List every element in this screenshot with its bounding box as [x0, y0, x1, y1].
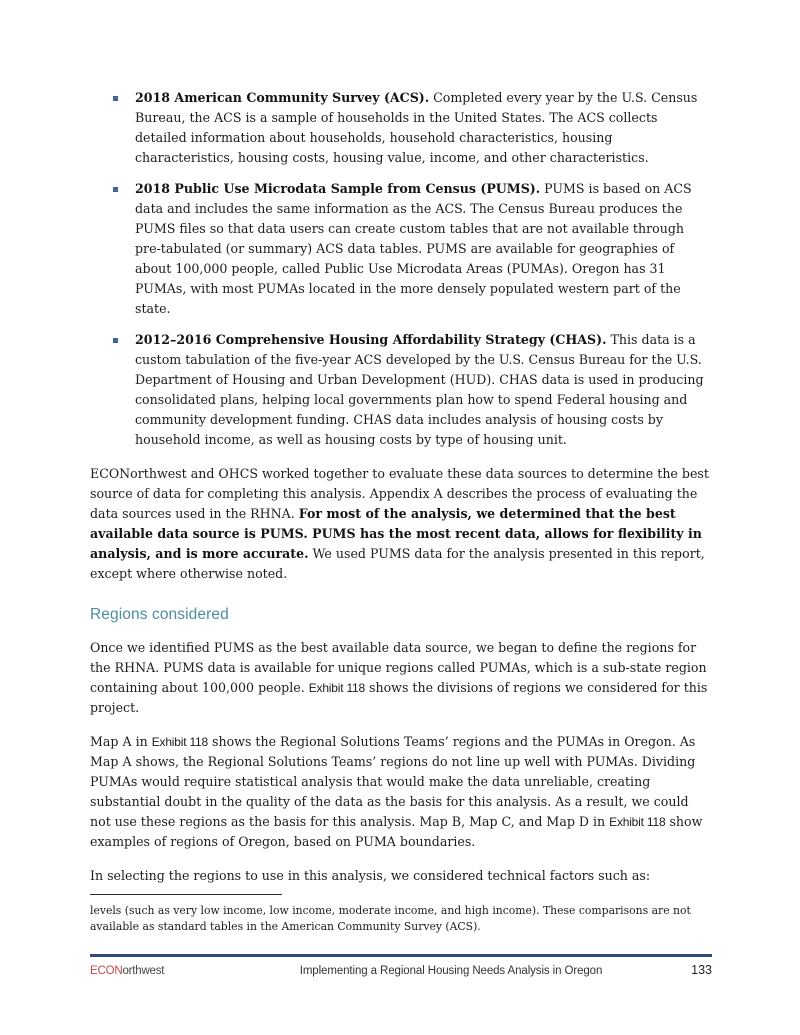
footer-report-title: Implementing a Regional Housing Needs Analysis in Oregon — [299, 965, 603, 977]
footer-divider-rule — [90, 954, 712, 957]
brand-northwest-text: orthwest — [122, 965, 165, 977]
exhibit-118-reference: Exhibit 118 — [308, 681, 366, 695]
list-item-pums — [90, 179, 712, 319]
bullet-text-chas — [135, 330, 712, 450]
bullet-body-acs: Completed every year by the U.S. Census Bureau, the ACS is a sample of households in the United States. The ACS collects detailed information about households, household characteristics, housing characteristics, housing costs, housing value, income, and other characteristics. — [135, 90, 698, 165]
paragraph-evaluate-sources — [90, 464, 712, 584]
footnote-divider — [90, 894, 282, 895]
footnote-area — [90, 894, 712, 934]
page-body — [90, 88, 712, 886]
bullet-title-acs: 2018 American Community Survey (ACS). — [135, 90, 430, 105]
paragraph-evaluate-bold: For most of the analysis, we determined that the best available data source is PUMS. PUMS has the most recent data, allows for flexibility in analysis, and is more accurate. — [90, 506, 702, 561]
paragraph-selecting-regions: In selecting the regions to use in this analysis, we considered technical factors such as: — [90, 868, 651, 883]
list-item-chas — [90, 330, 712, 450]
paragraph-maps-seg2: shows the Regional Solutions Teams’ regions and the PUMAs in Oregon. As Map A shows, the Regional Solutions Teams’ regions do not line up well with PUMAs. Dividing PUMAs would require statistical analysis that would make the data unreliable, creating substantial doubt in the quality of the data as the basis for this analysis. As a result, we could not use these regions as the basis for this analysis. Map B, Map C, and Map D in — [90, 734, 696, 829]
exhibit-118-reference: Exhibit 118 — [609, 815, 666, 829]
bullet-body-chas: This data is a custom tabulation of the five-year ACS developed by the U.S. Census Bureau for the U.S. Department of Housing and Urban Development (HUD). CHAS data is used in producing consolidated plans, helping local governments plan how to spend Federal housing and community development funding. CHAS data includes analysis of housing costs by household income, as well as housing costs by type of housing unit. — [135, 332, 704, 447]
footer-page-number: 133 — [691, 963, 712, 977]
paragraph-regions-defined — [90, 638, 712, 718]
paragraph-regions-post: shows the divisions of regions we considered for this project. — [90, 680, 708, 715]
footer-brand-logo — [90, 965, 250, 977]
paragraph-maps-seg3: show examples of regions of Oregon, based on PUMA boundaries. — [90, 814, 703, 849]
paragraph-regions-pre: Once we identified PUMS as the best available data source, we began to define the regions for the RHNA. PUMS data is available for unique regions called PUMAs, which is a sub-state region containing about 100,000 people. — [90, 640, 707, 695]
footnote-text: levels (such as very low income, low income, moderate income, and high income). These comparisons are not available as standard tables in the American Community Survey (ACS). — [90, 904, 691, 933]
bullet-square-icon — [113, 187, 118, 192]
bullet-square-icon — [113, 96, 118, 101]
paragraph-evaluate-post: We used PUMS data for the analysis presented in this report, except where otherwise noted. — [90, 546, 705, 581]
paragraph-maps-seg1: Map A in — [90, 734, 152, 749]
bullet-square-icon — [113, 338, 118, 343]
brand-econ-text: ECON — [90, 965, 123, 977]
bullet-body-pums: PUMS is based on ACS data and includes the same information as the ACS. The Census Bureau produces the PUMS files so that data users can create custom tables that are not available through pre-tabulated (or summary) ACS data tables. PUMS are available for geographies of about 100,000 people, called Public Use Microdata Areas (PUMAs). Oregon has 31 PUMAs, with most PUMAs located in the more densely populated western part of the state. — [135, 181, 692, 316]
data-sources-bullet-list — [90, 88, 712, 450]
paragraph-evaluate-pre: ECONorthwest and OHCS worked together to evaluate these data sources to determine the best source of data for completing this analysis. Appendix A describes the process of evaluating the data sources used in the RHNA. — [90, 466, 709, 521]
page-footer — [90, 963, 712, 977]
bullet-title-pums: 2018 Public Use Microdata Sample from Census (PUMS). — [135, 181, 541, 196]
bullet-title-chas: 2012–2016 Comprehensive Housing Affordability Strategy (CHAS). — [135, 332, 607, 347]
exhibit-118-reference: Exhibit 118 — [151, 735, 209, 749]
bullet-text-pums — [135, 179, 712, 319]
paragraph-maps — [90, 732, 712, 852]
list-item-acs — [90, 88, 712, 168]
bullet-text-acs — [135, 88, 712, 168]
section-heading-regions-considered: Regions considered — [90, 606, 229, 623]
